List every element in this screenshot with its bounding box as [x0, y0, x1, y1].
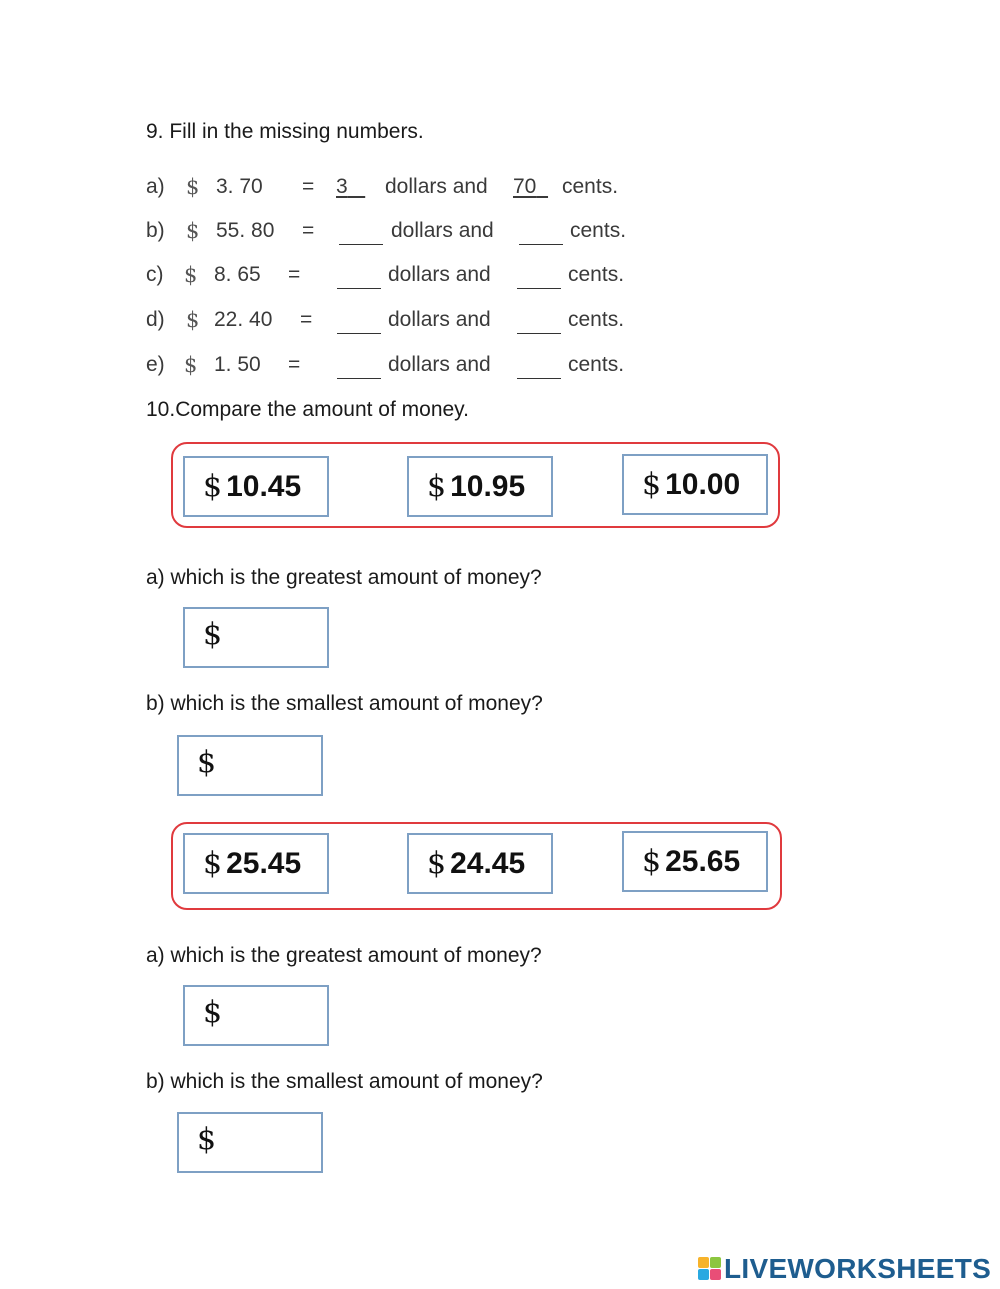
dollar-sign-icon: $ — [642, 844, 662, 879]
cents-label: cents. — [568, 308, 625, 331]
amount-value: 10.00 — [665, 468, 741, 501]
logo-block — [698, 1269, 709, 1280]
row-amount: 55. 80 — [216, 219, 275, 242]
row-letter: d) — [146, 308, 165, 331]
smallest-question-2: b) which is the smallest amount of money? — [146, 1070, 543, 1093]
dollars-answer-prefilled: 3 — [336, 175, 348, 198]
row-amount: 3. 70 — [216, 175, 263, 198]
amount-box-3 — [622, 454, 768, 515]
dollar-sign-icon: $ — [203, 995, 223, 1030]
logo-block — [698, 1257, 709, 1268]
greatest-answer-input-1[interactable] — [233, 619, 325, 659]
amount-box-1 — [183, 456, 329, 517]
amount-value: 24.45 — [450, 847, 526, 880]
dollar-sign-icon: $ — [197, 745, 217, 780]
logo-block — [710, 1257, 721, 1268]
smallest-answer-box-1[interactable] — [177, 735, 323, 796]
logo-blocks-icon — [698, 1257, 722, 1281]
row-equals: = — [302, 175, 315, 198]
dollars-and-label: dollars and — [388, 308, 491, 331]
dollars-and-label: dollars and — [388, 353, 491, 376]
row-amount: 1. 50 — [214, 353, 261, 376]
amount-box-5 — [407, 833, 553, 894]
cents-answer-prefilled: 70 — [513, 175, 537, 198]
dollar-sign-icon: $ — [203, 617, 223, 652]
logo-block — [710, 1269, 721, 1280]
cents-label: cents. — [568, 263, 625, 286]
amount-box-4 — [183, 833, 329, 894]
dollar-sign-icon: $ — [427, 469, 447, 504]
dollars-input-d[interactable] — [337, 311, 381, 334]
greatest-question-2: a) which is the greatest amount of money? — [146, 944, 542, 967]
amount-value: 25.65 — [665, 845, 741, 878]
dollars-input-c[interactable] — [337, 266, 381, 289]
amount-value: 10.95 — [450, 470, 526, 503]
dollar-sign-icon: $ — [186, 219, 200, 243]
dollars-and-label: dollars and — [388, 263, 491, 286]
smallest-question-1: b) which is the smallest amount of money? — [146, 692, 543, 715]
dollar-sign-icon: $ — [184, 263, 198, 287]
row-equals: = — [288, 353, 301, 376]
logo-text: LIVEWORKSHEETS — [724, 1253, 992, 1284]
dollars-input-e[interactable] — [337, 356, 381, 379]
amount-value: 10.45 — [226, 470, 302, 503]
dollar-sign-icon: $ — [203, 846, 223, 881]
cents-input-c[interactable] — [517, 266, 561, 289]
row-equals: = — [302, 219, 315, 242]
cents-label: cents. — [570, 219, 627, 242]
greatest-answer-box-2[interactable] — [183, 985, 329, 1046]
dollar-sign-icon: $ — [427, 846, 447, 881]
dollar-sign-icon: $ — [186, 308, 200, 332]
cents-label: cents. — [562, 175, 619, 198]
amount-box-6 — [622, 831, 768, 892]
smallest-answer-box-2[interactable] — [177, 1112, 323, 1173]
row-amount: 22. 40 — [214, 308, 273, 331]
row-amount: 8. 65 — [214, 263, 261, 286]
dollar-sign-icon: $ — [197, 1122, 217, 1157]
greatest-answer-input-2[interactable] — [233, 997, 325, 1037]
smallest-answer-input-2[interactable] — [227, 1124, 319, 1164]
amount-value: 25.45 — [226, 847, 302, 880]
dollar-sign-icon: $ — [203, 469, 223, 504]
dollar-sign-icon: $ — [184, 353, 198, 377]
cents-input-b[interactable] — [519, 222, 563, 245]
question-9-title: 9. Fill in the missing numbers. — [146, 120, 424, 143]
dollars-and-label: dollars and — [391, 219, 494, 242]
dollars-and-label: dollars and — [385, 175, 488, 198]
row-equals: = — [300, 308, 313, 331]
dollars-input-b[interactable] — [339, 222, 383, 245]
cents-input-d[interactable] — [517, 311, 561, 334]
smallest-answer-input-1[interactable] — [227, 747, 319, 787]
row-letter: a) — [146, 175, 165, 198]
row-letter: b) — [146, 219, 165, 242]
greatest-question-1: a) which is the greatest amount of money? — [146, 566, 542, 589]
row-letter: c) — [146, 263, 164, 286]
row-equals: = — [288, 263, 301, 286]
row-letter: e) — [146, 353, 165, 376]
cents-input-e[interactable] — [517, 356, 561, 379]
question-10-title: 10.Compare the amount of money. — [146, 398, 469, 421]
cents-label: cents. — [568, 353, 625, 376]
greatest-answer-box-1[interactable] — [183, 607, 329, 668]
dollar-sign-icon: $ — [642, 467, 662, 502]
dollar-sign-icon: $ — [186, 175, 200, 199]
amount-box-2 — [407, 456, 553, 517]
